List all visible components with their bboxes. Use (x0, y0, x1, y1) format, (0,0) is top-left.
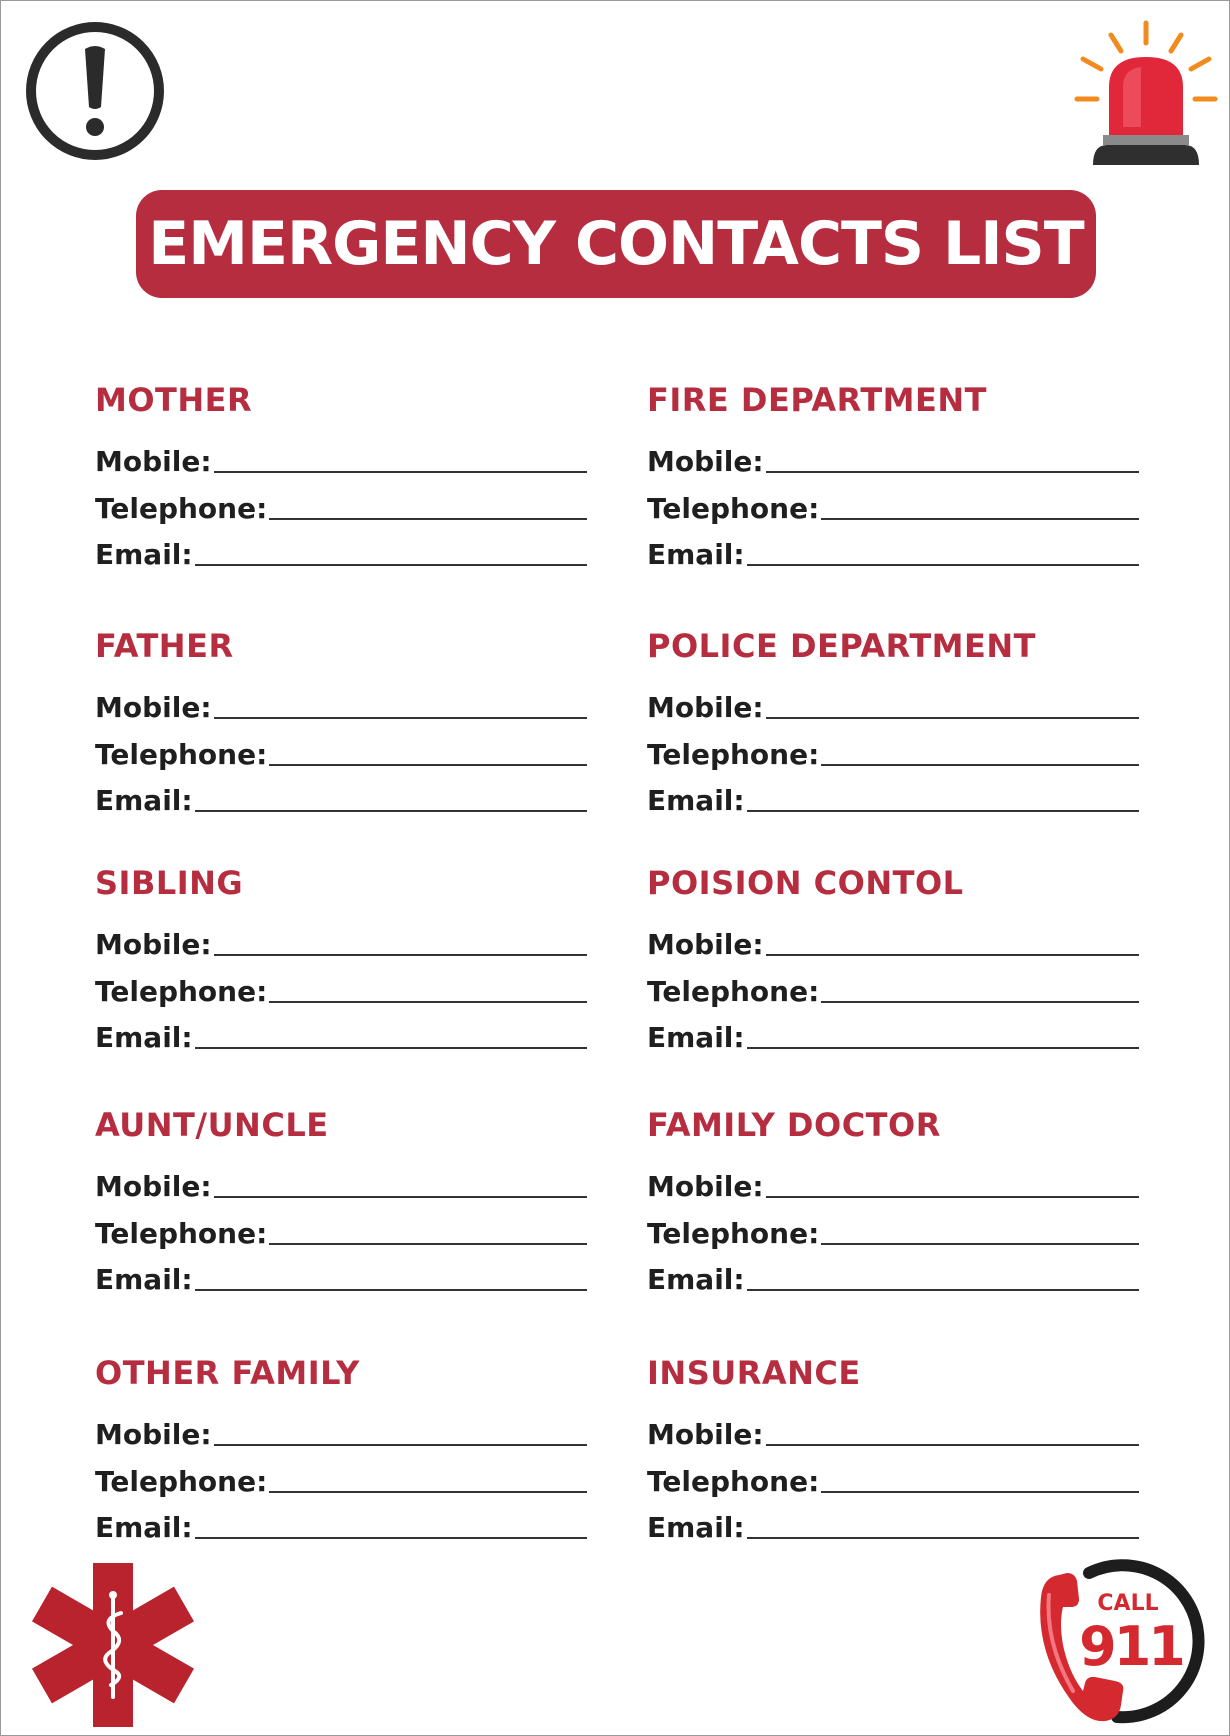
write-line[interactable] (195, 1289, 587, 1291)
field-label: Email: (647, 784, 745, 817)
write-line[interactable] (269, 518, 587, 520)
field-label: Telephone: (647, 1465, 820, 1498)
telephone-field[interactable] (95, 730, 587, 770)
email-field[interactable] (95, 530, 587, 570)
mobile-field[interactable] (95, 437, 587, 477)
mobile-field[interactable] (647, 1410, 1139, 1450)
write-line[interactable] (766, 717, 1139, 719)
mobile-field[interactable] (647, 920, 1139, 960)
section-heading: SIBLING (95, 864, 244, 902)
write-line[interactable] (766, 1196, 1139, 1198)
telephone-field[interactable] (95, 967, 587, 1007)
field-label: Telephone: (647, 738, 820, 771)
write-line[interactable] (747, 1537, 1139, 1539)
emergency-number: 911 (1079, 1615, 1183, 1678)
write-line[interactable] (747, 564, 1139, 566)
email-field[interactable] (95, 1503, 587, 1543)
field-label: Telephone: (95, 738, 268, 771)
telephone-field[interactable] (95, 484, 587, 524)
field-label: Mobile: (95, 1418, 212, 1451)
field-label: Email: (95, 1021, 193, 1054)
write-line[interactable] (747, 1289, 1139, 1291)
write-line[interactable] (747, 810, 1139, 812)
section-heading: MOTHER (95, 381, 253, 419)
telephone-field[interactable] (647, 1209, 1139, 1249)
write-line[interactable] (269, 1001, 587, 1003)
write-line[interactable] (214, 954, 587, 956)
write-line[interactable] (747, 1047, 1139, 1049)
mobile-field[interactable] (95, 1162, 587, 1202)
field-label: Mobile: (647, 445, 764, 478)
field-label: Mobile: (647, 1170, 764, 1203)
field-label: Email: (95, 784, 193, 817)
write-line[interactable] (766, 1444, 1139, 1446)
field-label: Telephone: (647, 1217, 820, 1250)
write-line[interactable] (269, 1491, 587, 1493)
write-line[interactable] (766, 471, 1139, 473)
telephone-field[interactable] (647, 1457, 1139, 1497)
write-line[interactable] (214, 1444, 587, 1446)
email-field[interactable] (95, 1255, 587, 1295)
write-line[interactable] (195, 1537, 587, 1539)
write-line[interactable] (821, 764, 1139, 766)
email-field[interactable] (647, 1503, 1139, 1543)
mobile-field[interactable] (647, 437, 1139, 477)
section-heading: POLICE DEPARTMENT (647, 627, 1036, 665)
field-label: Mobile: (95, 1170, 212, 1203)
mobile-field[interactable] (95, 920, 587, 960)
write-line[interactable] (821, 1001, 1139, 1003)
write-line[interactable] (195, 810, 587, 812)
page-title: EMERGENCY CONTACTS LIST (148, 209, 1084, 279)
title-banner (136, 190, 1096, 298)
telephone-field[interactable] (95, 1209, 587, 1249)
write-line[interactable] (766, 954, 1139, 956)
field-label: Mobile: (95, 691, 212, 724)
mobile-field[interactable] (95, 683, 587, 723)
telephone-field[interactable] (95, 1457, 587, 1497)
write-line[interactable] (821, 1243, 1139, 1245)
field-label: Telephone: (95, 1217, 268, 1250)
field-label: Telephone: (95, 1465, 268, 1498)
telephone-field[interactable] (647, 484, 1139, 524)
write-line[interactable] (821, 518, 1139, 520)
telephone-field[interactable] (647, 967, 1139, 1007)
section-heading: FIRE DEPARTMENT (647, 381, 987, 419)
email-field[interactable] (647, 530, 1139, 570)
field-label: Mobile: (647, 1418, 764, 1451)
call-label: CALL (1097, 1591, 1159, 1616)
field-label: Telephone: (647, 492, 820, 525)
email-field[interactable] (647, 1255, 1139, 1295)
write-line[interactable] (269, 764, 587, 766)
telephone-field[interactable] (647, 730, 1139, 770)
section-heading: OTHER FAMILY (95, 1354, 360, 1392)
section-heading: FATHER (95, 627, 234, 665)
section-heading: INSURANCE (647, 1354, 861, 1392)
field-label: Email: (647, 1021, 745, 1054)
field-label: Mobile: (647, 928, 764, 961)
field-label: Email: (95, 538, 193, 571)
section-heading: FAMILY DOCTOR (647, 1106, 941, 1144)
mobile-field[interactable] (647, 1162, 1139, 1202)
field-label: Email: (647, 1263, 745, 1296)
section-heading: POISION CONTOL (647, 864, 964, 902)
field-label: Telephone: (647, 975, 820, 1008)
field-label: Telephone: (95, 492, 268, 525)
mobile-field[interactable] (647, 683, 1139, 723)
field-label: Mobile: (647, 691, 764, 724)
email-field[interactable] (95, 776, 587, 816)
email-field[interactable] (95, 1013, 587, 1053)
field-label: Email: (647, 538, 745, 571)
write-line[interactable] (214, 471, 587, 473)
field-label: Email: (647, 1511, 745, 1544)
field-label: Telephone: (95, 975, 268, 1008)
write-line[interactable] (214, 717, 587, 719)
star-of-life-icon (29, 1561, 197, 1729)
write-line[interactable] (214, 1196, 587, 1198)
field-label: Mobile: (95, 445, 212, 478)
siren-icon (1071, 17, 1221, 167)
section-heading: AUNT/UNCLE (95, 1106, 329, 1144)
write-line[interactable] (821, 1491, 1139, 1493)
field-label: Email: (95, 1511, 193, 1544)
mobile-field[interactable] (95, 1410, 587, 1450)
exclamation-circle-icon (23, 19, 167, 163)
write-line[interactable] (195, 564, 587, 566)
field-label: Mobile: (95, 928, 212, 961)
field-label: Email: (95, 1263, 193, 1296)
email-field[interactable] (647, 776, 1139, 816)
write-line[interactable] (195, 1047, 587, 1049)
write-line[interactable] (269, 1243, 587, 1245)
email-field[interactable] (647, 1013, 1139, 1053)
